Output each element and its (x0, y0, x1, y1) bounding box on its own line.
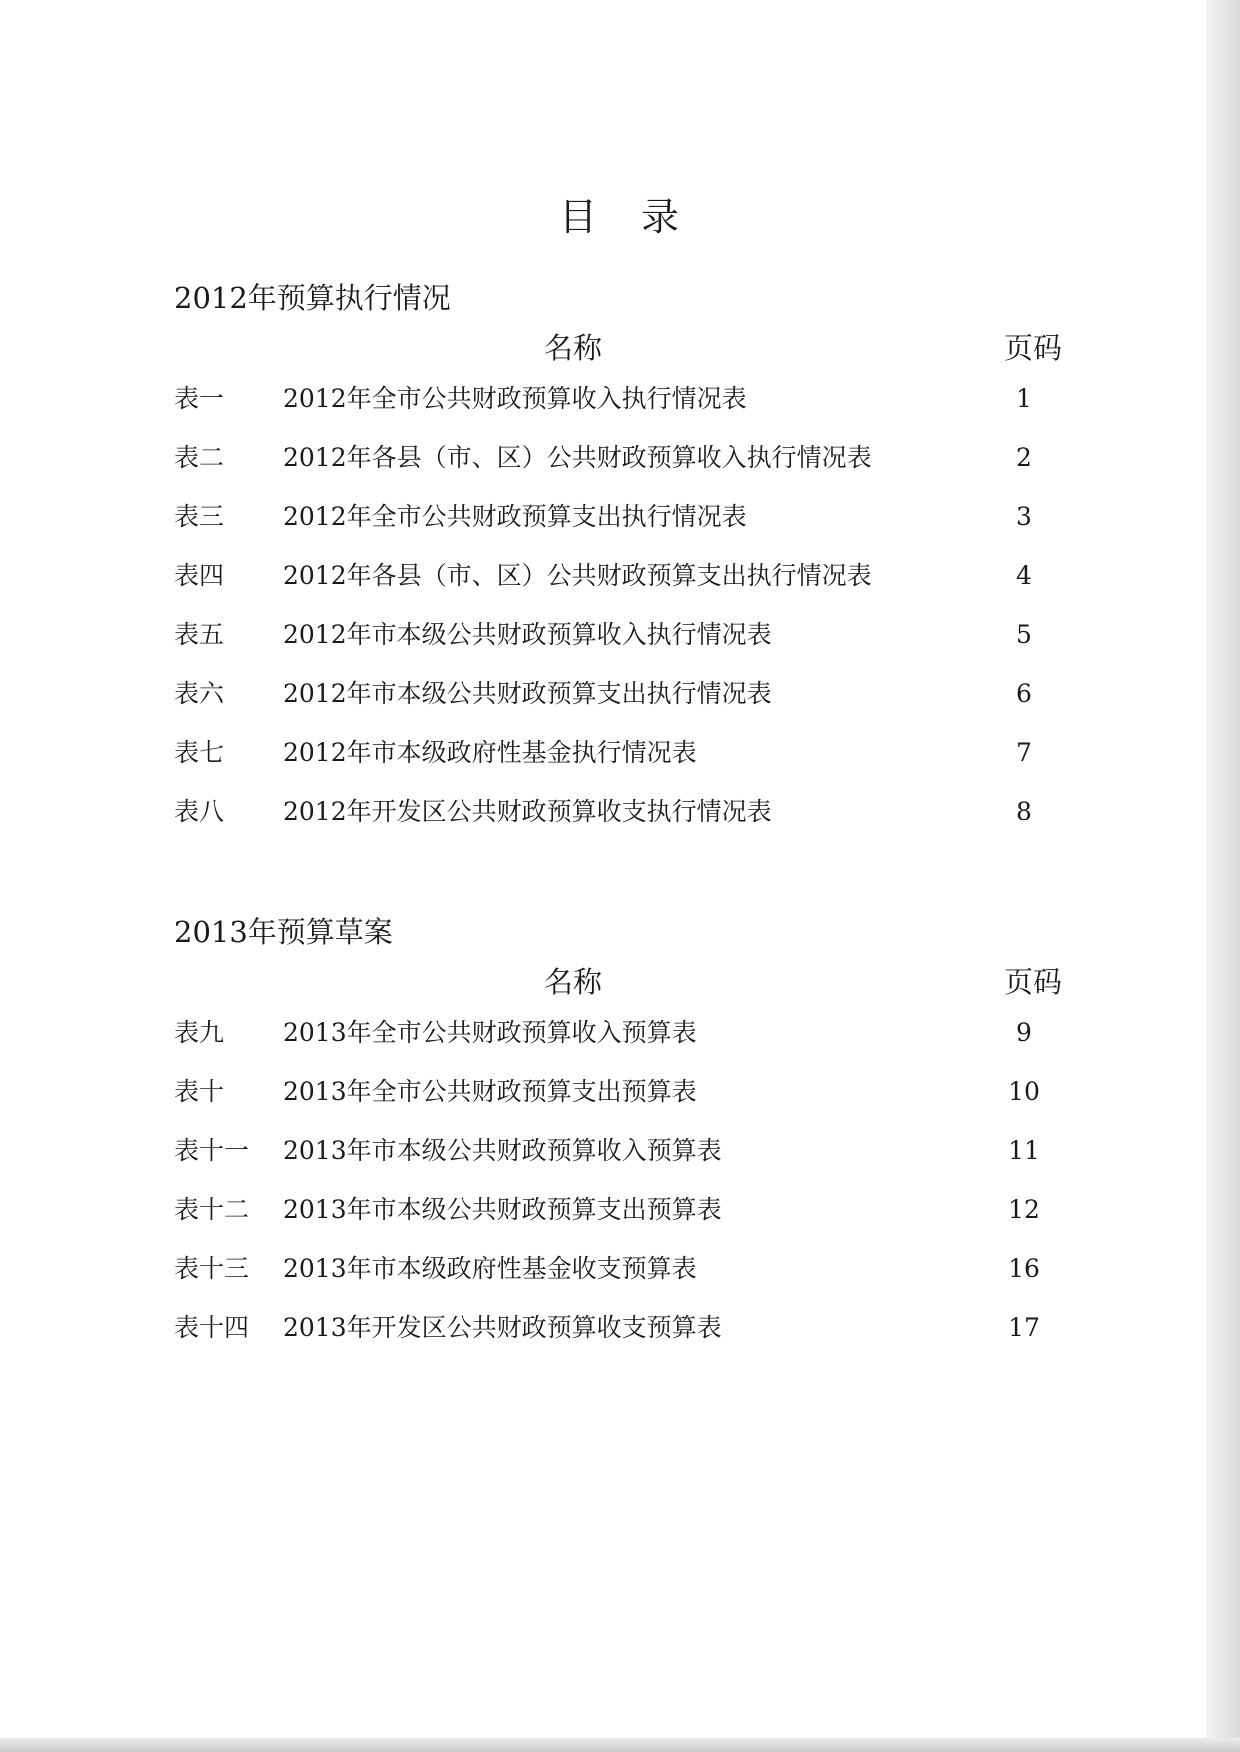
table-label: 表六 (174, 679, 225, 708)
page-number: 5 (1016, 620, 1032, 649)
table-name: 2013年全市公共财政预算支出预算表 (283, 1077, 697, 1106)
table-name: 2013年全市公共财政预算收入预算表 (283, 1018, 697, 1047)
page-title-char-2: 录 (641, 195, 682, 239)
table-label: 表十四 (174, 1313, 250, 1342)
page-number: 7 (1016, 738, 1032, 767)
page-number: 17 (1008, 1313, 1040, 1342)
table-label: 表三 (174, 502, 225, 531)
toc-entry[interactable] (174, 736, 1074, 795)
page-number: 6 (1016, 679, 1032, 708)
toc-entry[interactable] (174, 441, 1074, 500)
name-column-header: 名称 (544, 965, 603, 999)
table-label: 表二 (174, 443, 225, 472)
toc-entry[interactable] (174, 1193, 1074, 1252)
page-title-char-1: 目 (558, 195, 599, 239)
toc-list (174, 382, 1074, 854)
toc-list (174, 1016, 1074, 1370)
page-number: 4 (1016, 561, 1032, 590)
page-column-header: 页码 (1004, 965, 1063, 999)
toc-entry[interactable] (174, 1134, 1074, 1193)
table-name: 2012年市本级政府性基金执行情况表 (283, 738, 697, 767)
toc-entry[interactable] (174, 1252, 1074, 1311)
table-label: 表八 (174, 797, 225, 826)
page-number: 1 (1016, 384, 1032, 413)
table-name: 2012年市本级公共财政预算支出执行情况表 (283, 679, 772, 708)
table-name: 2013年市本级公共财政预算收入预算表 (283, 1136, 722, 1165)
table-name: 2013年市本级公共财政预算支出预算表 (283, 1195, 722, 1224)
scan-edge-right (1206, 0, 1240, 1752)
table-label: 表七 (174, 738, 225, 767)
section-title: 2012年预算执行情况 (174, 281, 451, 315)
table-name: 2012年各县（市、区）公共财政预算收入执行情况表 (283, 443, 872, 472)
table-name: 2013年开发区公共财政预算收支预算表 (283, 1313, 722, 1342)
table-label: 表九 (174, 1018, 225, 1047)
table-name: 2013年市本级政府性基金收支预算表 (283, 1254, 697, 1283)
column-header-row (174, 960, 1074, 1000)
page-number: 12 (1008, 1195, 1040, 1224)
page-number: 2 (1016, 443, 1032, 472)
toc-entry[interactable] (174, 618, 1074, 677)
page-number: 11 (1008, 1136, 1040, 1165)
table-label: 表十三 (174, 1254, 250, 1283)
column-header-row (174, 326, 1074, 366)
name-column-header: 名称 (544, 331, 603, 365)
toc-entry[interactable] (174, 795, 1074, 854)
table-label: 表十二 (174, 1195, 250, 1224)
page-title (0, 186, 1240, 241)
toc-entry[interactable] (174, 677, 1074, 736)
toc-entry[interactable] (174, 1016, 1074, 1075)
page-number: 10 (1008, 1077, 1040, 1106)
table-name: 2012年各县（市、区）公共财政预算支出执行情况表 (283, 561, 872, 590)
toc-entry[interactable] (174, 559, 1074, 618)
table-label: 表一 (174, 384, 225, 413)
page-column-header: 页码 (1004, 331, 1063, 365)
table-name: 2012年全市公共财政预算收入执行情况表 (283, 384, 747, 413)
toc-entry[interactable] (174, 382, 1074, 441)
page-number: 3 (1016, 502, 1032, 531)
table-label: 表五 (174, 620, 225, 649)
table-name: 2012年开发区公共财政预算收支执行情况表 (283, 797, 772, 826)
table-label: 表十 (174, 1077, 225, 1106)
page-number: 8 (1016, 797, 1032, 826)
table-name: 2012年市本级公共财政预算收入执行情况表 (283, 620, 772, 649)
section-2013-draft (174, 912, 1074, 1370)
toc-entry[interactable] (174, 500, 1074, 559)
page-number: 16 (1008, 1254, 1040, 1283)
table-label: 表四 (174, 561, 225, 590)
scan-edge-bottom (0, 1738, 1240, 1752)
toc-entry[interactable] (174, 1075, 1074, 1134)
table-label: 表十一 (174, 1136, 250, 1165)
table-name: 2012年全市公共财政预算支出执行情况表 (283, 502, 747, 531)
page-number: 9 (1016, 1018, 1032, 1047)
section-2012-execution (174, 278, 1074, 854)
toc-entry[interactable] (174, 1311, 1074, 1370)
section-title: 2013年预算草案 (174, 915, 393, 949)
